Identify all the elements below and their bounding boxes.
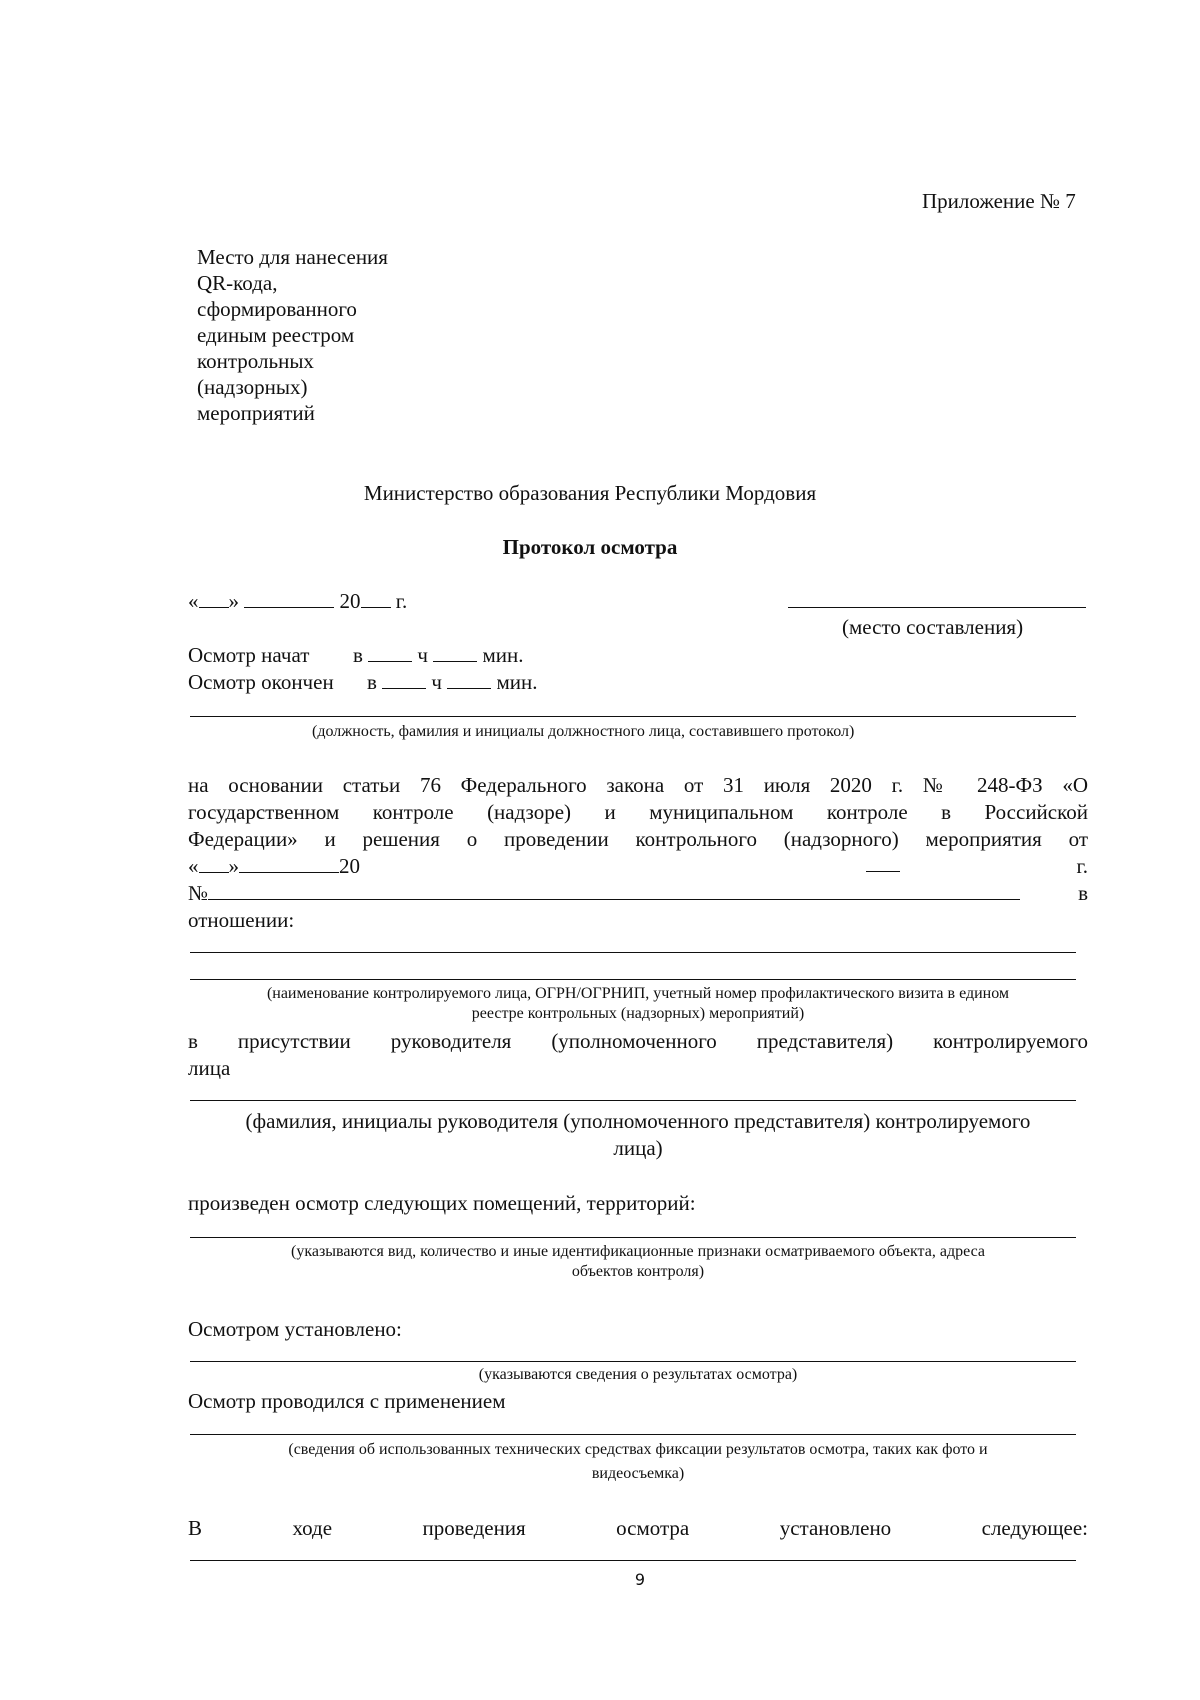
date-open-quote: « [188,854,199,878]
start-minutes-field[interactable] [433,643,477,662]
qr-code-placeholder [197,244,388,426]
equipment-caption-1: (сведения об использованных технических средствах фиксации результатов осмотра, таких как фото и [288,1441,988,1458]
results-field[interactable] [190,1361,1076,1362]
start-hours-field[interactable] [368,643,412,662]
premises-field[interactable] [190,1237,1076,1238]
results-caption: (указываются сведения о результатах осмотра) [478,1366,798,1383]
date-line [188,588,407,614]
inspection-end-time [367,669,538,695]
presence-line-2: лица [188,1056,231,1080]
hours-unit: ч [417,643,428,667]
representative-caption-1: (фамилия, инициалы руководителя (уполномоченного представителя) контролируемого [245,1109,1031,1133]
decision-month-field[interactable] [239,854,339,873]
premises-caption-1: (указываются вид, количество и иные идентификационные признаки осматриваемого объекта, адреса [291,1243,985,1260]
document-title: Протокол осмотра [502,535,678,559]
date-open-quote: « [188,589,199,613]
appendix-label: Приложение № 7 [922,189,1076,213]
end-minutes-field[interactable] [447,670,491,689]
representative-field[interactable] [190,1100,1076,1101]
inspection-start-label: Осмотр начат [188,643,310,667]
regarding-label: отношении: [188,908,295,932]
established-label: Осмотром установлено: [188,1317,402,1341]
qr-line: единым реестром [197,323,355,347]
minutes-unit: мин. [496,670,538,694]
basis-line-2: государственном контроле (надзоре) и муниципальном контроле в Российской [188,800,1088,824]
decision-year-suffix: г. [1076,854,1088,878]
inspection-end-label: Осмотр окончен [188,670,334,694]
at-word: в [367,670,377,694]
decision-day-field[interactable] [199,854,229,873]
hours-unit: ч [431,670,442,694]
minutes-unit: мин. [482,643,524,667]
decision-year-field[interactable] [866,853,900,872]
decision-number-line [188,880,1088,906]
qr-line: мероприятий [197,401,315,425]
equipment-label: Осмотр проводился с применением [188,1389,506,1413]
day-field[interactable] [199,589,229,608]
findings-field[interactable] [190,1560,1076,1561]
qr-line: сформированного [197,297,357,321]
place-field[interactable] [788,607,1086,608]
basis-line-1: на основании статьи 76 Федерального закона от 31 июля 2020 г. № 248-ФЗ «О [188,773,1088,797]
decision-year-prefix: 20 [339,854,360,878]
date-close-quote: » [228,589,239,613]
inspection-start-time [353,642,524,668]
controlled-entity-field-2[interactable] [190,979,1076,980]
qr-line: QR-кода, [197,271,278,295]
premises-label: произведен осмотр следующих помещений, территорий: [188,1191,696,1215]
page-number: 9 [634,1570,646,1589]
ministry-name: Министерство образования Республики Мордовия [363,481,817,505]
year-prefix: 20 [339,589,361,613]
official-caption: (должность, фамилия и инициалы должностного лица, составившего протокол) [312,723,855,740]
month-field[interactable] [244,589,334,608]
findings-label: В ходе проведения осмотра установлено следующее: [188,1516,1088,1540]
official-field[interactable] [190,716,1076,717]
decision-number-field[interactable] [208,881,1020,900]
qr-line: контрольных [197,349,314,373]
controlled-caption-1: (наименование контролируемого лица, ОГРН/ОГРНИП, учетный номер профилактического визита в едином [266,985,1010,1002]
place-caption: (место составления) [842,615,1024,639]
date-close-quote: » [228,854,239,878]
basis-line-3: Федерации» и решения о проведении контрольного (надзорного) мероприятия от [188,827,1088,851]
number-sign: № [188,881,209,905]
premises-caption-2: объектов контроля) [571,1263,705,1280]
controlled-entity-field[interactable] [190,952,1076,953]
year-suffix: г. [395,589,408,613]
in-word: в [1078,881,1088,905]
end-hours-field[interactable] [382,670,426,689]
equipment-field[interactable] [190,1434,1076,1435]
presence-line-1: в присутствии руководителя (уполномоченного представителя) контролируемого [188,1029,1088,1053]
year-field[interactable] [361,589,391,608]
equipment-caption-2: видеосъемка) [591,1465,685,1482]
basis-date-line [188,853,1088,879]
qr-line: Место для нанесения [197,245,388,269]
representative-caption-2: лица) [613,1136,663,1160]
qr-line: (надзорных) [197,375,308,399]
controlled-caption-2: реестре контрольных (надзорных) мероприятий) [471,1005,805,1022]
at-word: в [353,643,363,667]
